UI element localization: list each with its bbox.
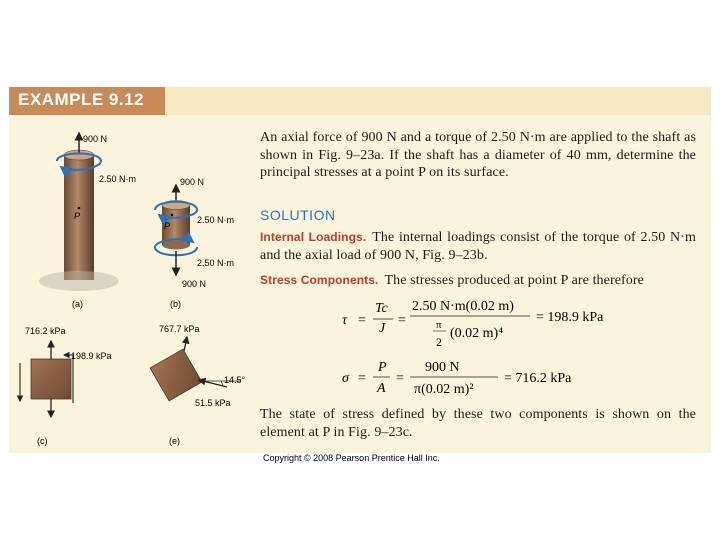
point-p-a-dot: [78, 207, 81, 210]
fig-label-c: (c): [37, 436, 48, 446]
example-header: [9, 87, 165, 115]
fig-label-a: (a): [72, 299, 83, 309]
tau-denominator-r: (0.02 m)⁴: [450, 326, 504, 341]
sigma-label-c: 716.2 kPa: [25, 326, 66, 336]
point-p-b-dot: [171, 214, 173, 216]
internal-loadings-text: The internal loadings consist of the torque of 2.50 N·m and the axial load of 900 N, Fig. 9–23b.: [260, 230, 696, 263]
internal-loadings-paragraph: [260, 229, 696, 264]
tau-label-c: 198.9 kPa: [71, 351, 112, 361]
sigma1-arrow-e: [184, 337, 187, 351]
tau-numerator: 2.50 N·m(0.02 m): [412, 299, 514, 314]
element-e: [150, 324, 245, 446]
normal-stress-equation: [330, 356, 640, 400]
tc-numerator: Tc: [375, 301, 388, 316]
equals-1: =: [358, 313, 366, 328]
shaft-a: [39, 133, 136, 309]
internal-loadings-heading: Internal Loadings.: [260, 230, 367, 244]
element-c: [20, 326, 112, 446]
point-p-b: P: [164, 221, 171, 231]
closing-paragraph: The state of stress defined by these two components is shown on the element at P in Fig. 9–23c.: [260, 407, 696, 440]
example-label: EXAMPLE 9.12: [18, 90, 144, 109]
shaft-figure: [9, 115, 245, 453]
equals-2: =: [398, 313, 406, 328]
stress-components-paragraph: [260, 272, 696, 290]
stress-element-c: [31, 359, 71, 399]
shaft-a-shadow: [39, 271, 119, 291]
problem-statement: An axial force of 900 N and a torque of 2.50 N·m are applied to the shaft as shown in Fig. 9–23a. If the shaft has a diameter of 40 mm, determine the principal stresses at a point P on its surface.: [260, 130, 696, 180]
fig-label-b: (b): [170, 299, 181, 309]
sigma1-label-e: 767.7 kPa: [159, 324, 200, 334]
stress-components-heading: Stress Components.: [260, 273, 379, 287]
sigma-denominator: π(0.02 m)²: [414, 382, 474, 397]
sigma-symbol: σ: [342, 371, 349, 386]
sigma-numerator: 900 N: [425, 360, 460, 375]
pa-denominator: A: [377, 381, 386, 396]
sigma-result: = 716.2 kPa: [504, 371, 572, 386]
tau-result: = 198.9 kPa: [536, 310, 604, 325]
shear-stress-equation: [330, 294, 640, 354]
torque-label-b-top: 2.50 N·m: [197, 215, 235, 225]
pa-numerator: P: [378, 360, 387, 375]
angle-arc-e: [221, 381, 223, 385]
stress-components-text: The stresses produced at point P are therefore: [384, 273, 644, 288]
torque-label-b-bottom: 2.50 N·m: [197, 258, 235, 268]
force-label-a: 900 N: [83, 134, 108, 144]
stress-element-e: [150, 349, 202, 401]
shaft-b: [155, 177, 234, 309]
fig-label-e: (e): [169, 436, 180, 446]
equals-4: =: [396, 371, 404, 386]
torque-label-a: 2.50 N·m: [99, 174, 137, 184]
copyright-notice: Copyright © 2008 Pearson Prentice Hall Inc.: [263, 453, 440, 463]
force-label-b-bottom: 900 N: [182, 279, 207, 289]
point-p-a: P: [74, 211, 81, 221]
tau-denominator-pi: π: [436, 319, 442, 331]
equals-3: =: [358, 371, 366, 386]
solution-heading: SOLUTION: [260, 207, 336, 223]
tau-denominator-two: 2: [436, 335, 442, 349]
force-label-b-top: 900 N: [180, 177, 205, 187]
shaft-b-bottom: [162, 241, 190, 250]
sigma2-label-e: 51.5 kPa: [195, 398, 231, 408]
tc-denominator: J: [379, 321, 386, 336]
tau-symbol: τ: [342, 313, 348, 328]
angle-label-e: 14.5°: [224, 375, 245, 385]
